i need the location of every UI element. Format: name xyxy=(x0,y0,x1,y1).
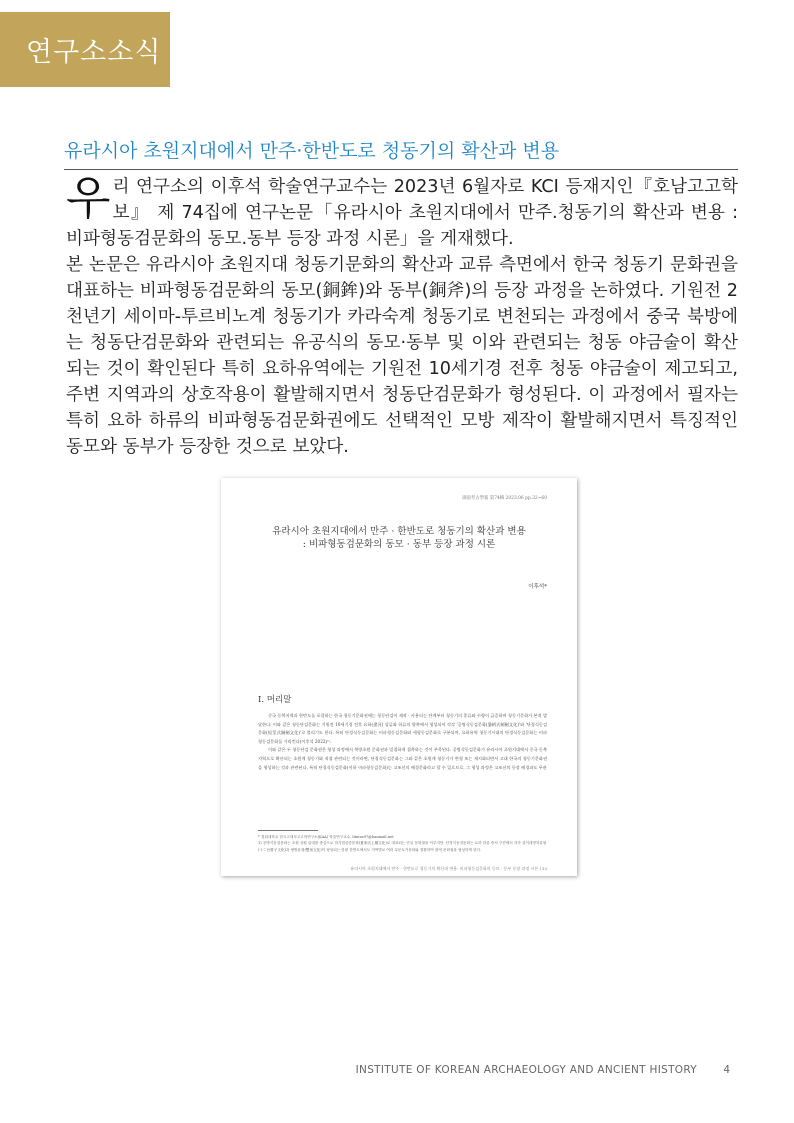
paper-running-head: 湖南考古學報 第74輯 2023.06 pp.32~60 xyxy=(462,496,547,501)
intro-paragraph-2: 본 논문은 유라시아 초원지대 청동기문화의 확산과 교류 측면에서 한국 청동기 문화권을 대표하는 비파형동검문화의 동모(銅鉾)와 동부(銅斧)의 등장 과정을 논하였다. 기원전 2천년기 세이마-투르비노계 청동기가 카라숙계 청동기로 변천되는 과정에서 중국 북방에는 청동단검문화와 관련되는 유공식의 동모·동부 및 이와 관련되는 청동 야금술이 확산되는 것이 확인된다 특히 요하유역에는 기원전 10세기경 전후 청동 야금술이 제고되고, 주변 지역과의 상호작용이 활발해지면서 청동단검문화가 형성된다. 이 과정에서 필자는 특히 요하 하류의 비파형동검문화권에도 선택적인 모방 제작이 활발해지면서 특징적인 동모와 동부가 등장한 것으로 보았다. xyxy=(66,255,738,457)
dropcap-letter: 우 xyxy=(66,171,111,225)
headline-divider xyxy=(64,169,738,170)
paper-footnote-1: * 경희대학교 한국고대사고고학연구소(KAA) 학술연구교수, litmus97@hanmail.net xyxy=(258,835,394,839)
paper-author: 이후석* xyxy=(528,584,547,590)
page-footer xyxy=(0,1064,794,1084)
intro-text xyxy=(66,171,738,460)
footnote-divider xyxy=(258,830,318,831)
paper-footnotes xyxy=(258,834,547,853)
paper-footnote-2: 1) 공병식동검문화는 초원 상원 일대를 중심으로 하가점상층문화(夏家店上層文化)로 대표되는 단일 문화권을 이루지만, 단경식동검문화는 요하 하류 중서 구간에서 각각 십이대영자유형(十二台營子文化)과 쌍방유형(雙房文化)이 형성되는 한편 한반도에서도 지역별로 여러 무문토기문화와 결합하여 광역 문화권을 형성하게 된다. xyxy=(258,841,547,852)
paper-body-paragraph-2: 이와 같은 두 청동단검 문화권은 형성 과정에서 북방초원 문화권과 밀접하게 접촉하는 것이 주목된다. 공병식동검문화가 유라시아 초원지대에서 중국 동북지역으로 확산되는 초원계 청동기와 직접 관련되는 것이라면, 단경식동검문화는 그와 같은 초원계 청동기가 변형 또는 재지화되면서 고대 한국의 청동기문화권을 형성하는 것과 관련된다. 특히 단경식동검문화(이하 비파형동검문화)는 고조선의 배경문화라고 할 수 있으므로, 그 형성 과정은 고조선의 등장 배경과도 무관 xyxy=(258,747,547,770)
paper-body xyxy=(258,712,547,772)
intro-paragraph-1-text: 리 연구소의 이후석 학술연구교수는 2023년 6월자로 KCI 등재지인『호남고고학보』 제 74집에 연구논문「유라시아 초원지대에서 만주.청동기의 확산과 변용 : 비파형동검문화의 동모.동부 등장 과정 시론」을 게재했다. xyxy=(66,177,738,249)
paper-section-heading: Ⅰ. 머리말 xyxy=(258,695,292,705)
intro-paragraph-1 xyxy=(66,171,738,252)
paper-page-footer: 유라시아 초원지대에서 만주 · 한반도로 청동기의 확산과 변용: 비파형동검문화의 동모 · 동부 등장 과정 시론 ∣ 33 xyxy=(350,866,547,871)
paper-title-line-1: 유라시아 초원지대에서 만주 · 한반도로 청동기의 확산과 변용 xyxy=(272,526,526,537)
institute-name: INSTITUTE OF KOREAN ARCHAEOLOGY AND ANCIENT HISTORY xyxy=(355,1064,697,1076)
paper-title xyxy=(221,525,577,551)
page-number: 4 xyxy=(723,1064,730,1076)
article-headline: 유라시아 초원지대에서 만주·한반도로 청동기의 확산과 변용 xyxy=(64,140,560,162)
paper-page-image xyxy=(221,478,577,876)
section-tab: 연구소소식 xyxy=(0,12,170,87)
paper-body-paragraph-1: 중국 동북지역과 한반도를 포괄하는 한국 청동기문화권에는 청동단검이 제작 · 사용되는 단계부터 청동기의 종류와 수량이 급증하며 청동기문화가 본격 발달한다. 이와 같은 청동단검문화는 기원전 10세기경 전후 요하(遼河) 상류와 하류의 양쪽에서 형성되어 각각 '공병식동검문화(銎柄式劍劍文化)'와 '단경식동검문화(短莖式銅劍文化)'로 불리기도 한다. 특히 단경식동검문화는 비파형동검문화와 세형동검문화로 구분되며, 요하유역 청동기시대의 단경식동검문화는 비파형동검문화를 가리킨다(이후석 2022)¹⁾. xyxy=(258,713,547,744)
paper-title-line-2: : 비파형동검문화의 동모 · 동부 등장 과정 시론 xyxy=(302,539,496,550)
